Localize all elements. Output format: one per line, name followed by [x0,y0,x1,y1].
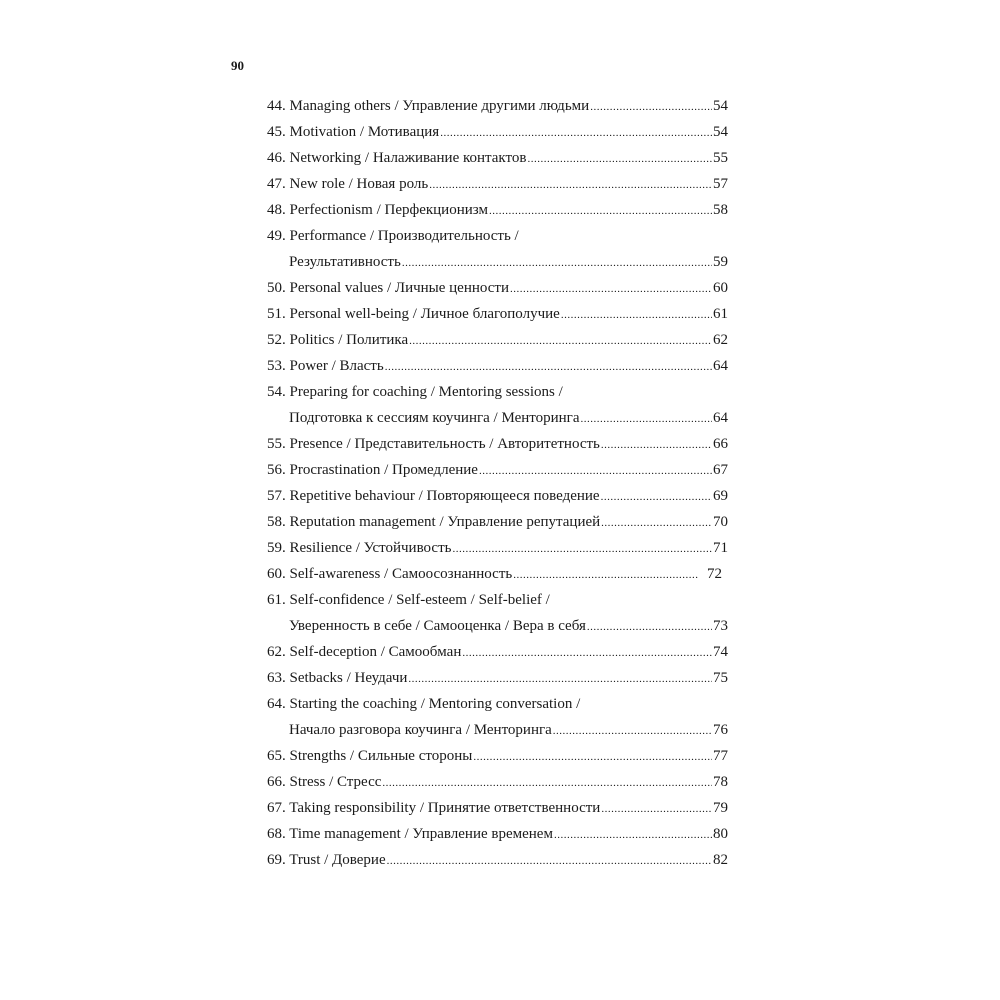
dot-leader [402,250,712,276]
toc-line-continuation [267,613,728,639]
entry-page-number: 77 [713,748,728,764]
toc-line [267,743,728,769]
entry-page-number: 70 [713,514,728,530]
entry-page-number: 82 [713,852,728,868]
toc-entry [267,821,728,847]
toc-line [267,587,728,613]
toc-entry [267,145,728,171]
dot-leader [408,666,712,692]
toc-entry [267,847,728,873]
toc-line [267,171,728,197]
page-number: 90 [231,58,244,73]
entry-page-number: 54 [713,124,728,140]
toc-entry [267,197,728,223]
entry-title: 65. Strengths / Сильные стороны [267,748,473,764]
toc-entry [267,561,728,587]
entry-title: 50. Personal values / Личные ценности [267,280,510,296]
toc-line [267,223,728,249]
toc-line [267,93,728,119]
entry-title: 58. Reputation management / Управление репутацией [267,514,601,530]
toc-line [267,561,728,587]
toc-entry [267,509,728,535]
entry-title: 55. Presence / Представительность / Авторитетность [267,436,600,452]
toc-entry [267,639,728,665]
toc-entry [267,457,728,483]
entry-title: 47. New role / Новая роль [267,176,429,192]
toc-line [267,431,728,457]
entry-title: 59. Resilience / Устойчивость [267,540,452,556]
toc-entry [267,93,728,119]
dot-leader [489,198,712,224]
entry-title: 45. Motivation / Мотивация [267,124,440,140]
entry-page-number: 62 [713,332,728,348]
entry-title: 56. Procrastination / Промедление [267,462,478,478]
toc-line [267,639,728,665]
entry-title: 46. Networking / Налаживание контактов [267,150,527,166]
dot-leader [513,562,698,588]
dot-leader [479,458,712,484]
entry-title: 53. Power / Власть [267,358,384,374]
dot-leader [553,718,712,744]
entry-title: 66. Stress / Стресс [267,774,382,790]
toc-entry [267,691,728,743]
entry-title-continuation: Уверенность в себе / Самооценка / Вера в себя [289,618,586,634]
toc-entry [267,171,728,197]
entry-title-continuation: Начало разговора коучинга / Менторинга [289,722,552,738]
entry-title: 68. Time management / Управление временем [267,826,553,842]
toc-line [267,275,728,301]
dot-leader [601,510,712,536]
toc-line [267,301,728,327]
entry-title-continuation: Подготовка к сессиям коучинга / Менторинга [289,410,580,426]
toc-entry [267,431,728,457]
entry-title: 54. Preparing for coaching / Mentoring sessions / [267,384,563,400]
toc-entry [267,119,728,145]
dot-leader [452,536,712,562]
toc-entry [267,535,728,561]
toc-line [267,535,728,561]
toc-line [267,197,728,223]
dot-leader [385,354,712,380]
toc-entry [267,353,728,379]
dot-leader [554,822,712,848]
toc-line [267,353,728,379]
entry-page-number: 69 [713,488,728,504]
entry-page-number: 64 [713,410,728,426]
toc-line [267,145,728,171]
toc-entry [267,483,728,509]
toc-line [267,327,728,353]
toc-entry [267,795,728,821]
entry-title: 57. Repetitive behaviour / Повторяющееся поведение [267,488,600,504]
dot-leader [387,848,712,874]
toc-line [267,769,728,795]
entry-title: 61. Self-confidence / Self-esteem / Self-belief / [267,592,550,608]
dot-leader [587,614,712,640]
entry-title: 64. Starting the coaching / Mentoring conversation / [267,696,581,712]
entry-page-number: 76 [713,722,728,738]
dot-leader [510,276,712,302]
toc-line [267,483,728,509]
entry-page-number: 64 [713,358,728,374]
toc-line [267,691,728,717]
toc-entry [267,587,728,639]
entry-title: 52. Politics / Политика [267,332,409,348]
toc-entry [267,665,728,691]
toc-line [267,821,728,847]
entry-page-number: 59 [713,254,728,270]
toc-entry [267,275,728,301]
table-of-contents [267,93,728,873]
entry-title: 63. Setbacks / Неудачи [267,670,408,686]
dot-leader [527,146,712,172]
toc-entry [267,743,728,769]
dot-leader [462,640,712,666]
entry-page-number: 71 [713,540,728,556]
dot-leader [429,172,712,198]
toc-line [267,665,728,691]
entry-page-number: 74 [713,644,728,660]
entry-title-continuation: Результативность [289,254,401,270]
dot-leader [561,302,712,328]
toc-line [267,119,728,145]
entry-page-number: 78 [713,774,728,790]
toc-entry [267,223,728,275]
dot-leader [581,406,713,432]
entry-page-number: 61 [713,306,728,322]
entry-page-number: 57 [713,176,728,192]
toc-line [267,379,728,405]
entry-page-number: 72 [707,566,722,582]
entry-page-number: 54 [713,98,728,114]
entry-title: 67. Taking responsibility / Принятие ответственности [267,800,601,816]
entry-title: 49. Performance / Производительность / [267,228,519,244]
toc-line [267,509,728,535]
dot-leader [382,770,712,796]
entry-title: 62. Self-deception / Самообман [267,644,462,660]
toc-entry [267,301,728,327]
entry-page-number: 67 [713,462,728,478]
entry-title: 44. Managing others / Управление другими людьми [267,98,590,114]
toc-line [267,457,728,483]
entry-title: 51. Personal well-being / Личное благополучие [267,306,560,322]
dot-leader [409,328,712,354]
dot-leader [601,796,712,822]
entry-page-number: 60 [713,280,728,296]
toc-entry [267,379,728,431]
entry-page-number: 55 [713,150,728,166]
toc-line [267,795,728,821]
dot-leader [601,432,712,458]
toc-entry [267,769,728,795]
dot-leader [440,120,712,146]
toc-line-continuation [267,249,728,275]
dot-leader [590,94,712,120]
dot-leader [601,484,712,510]
entry-title: 48. Perfectionism / Перфекционизм [267,202,488,218]
toc-line-continuation [267,405,728,431]
toc-entry [267,327,728,353]
toc-line [267,847,728,873]
entry-page-number: 80 [713,826,728,842]
toc-line-continuation [267,717,728,743]
entry-page-number: 79 [713,800,728,816]
dot-leader [473,744,712,770]
entry-page-number: 58 [713,202,728,218]
entry-page-number: 73 [713,618,728,634]
entry-title: 60. Self-awareness / Самоосознанность [267,566,513,582]
entry-page-number: 75 [713,670,728,686]
entry-page-number: 66 [713,436,728,452]
entry-title: 69. Trust / Доверие [267,852,386,868]
